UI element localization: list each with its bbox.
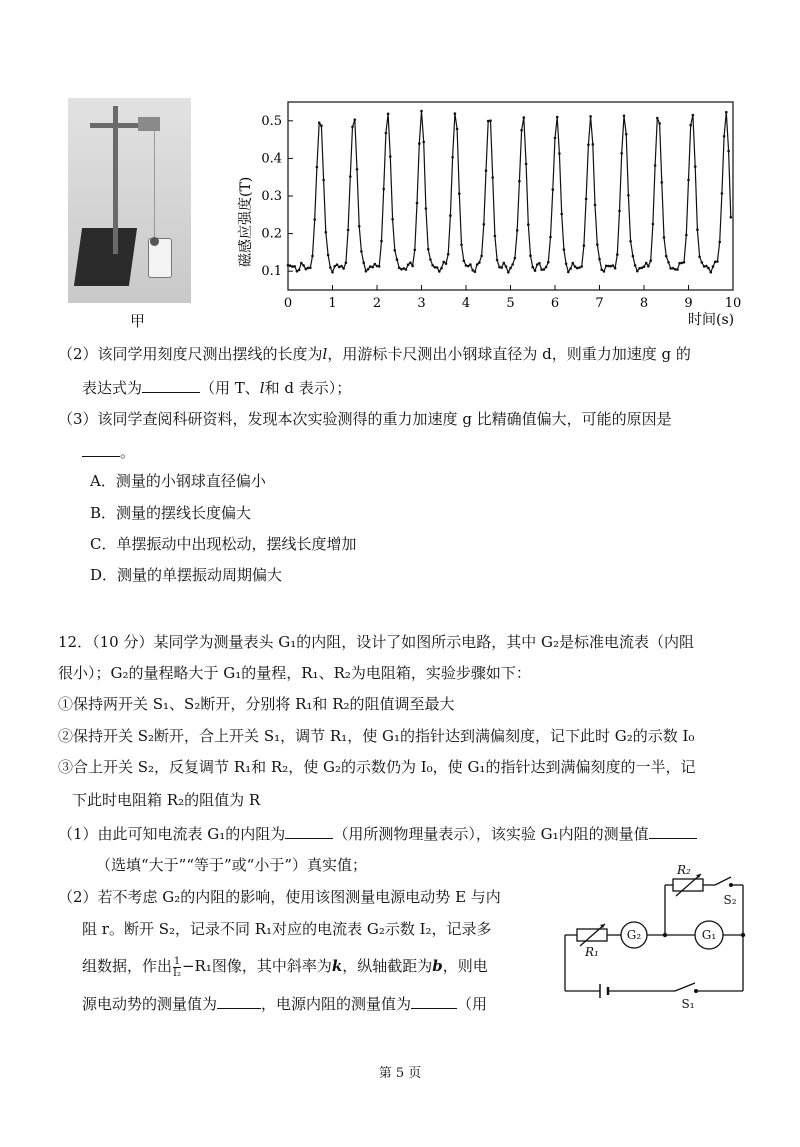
q12-p1-blank-2[interactable] [649,822,697,839]
y-tick-label: 0.3 [261,189,282,204]
data-point [596,243,599,246]
data-point [394,249,397,252]
q12-p2-text-b: −R₁图像，其中斜率为 [181,957,332,975]
data-point [612,264,615,267]
data-point [692,114,695,117]
x-tick-label: 7 [595,296,604,311]
data-point [345,261,348,264]
data-point [685,234,688,237]
data-point [689,124,692,127]
data-point [478,261,481,264]
page-footer: 第 5 页 [378,1066,422,1081]
data-point [460,244,463,247]
data-point [385,132,388,135]
stand-base [74,228,137,286]
data-point [287,264,290,267]
data-point [681,262,684,265]
data-point [449,214,452,217]
data-point [576,267,579,270]
pendulum-photo [68,98,191,303]
data-point [609,265,612,268]
data-point [598,258,601,261]
circuit-diagram [555,858,755,1008]
q2-answer-blank[interactable] [142,376,200,393]
data-point [605,265,608,268]
data-point [445,262,448,265]
data-point [730,216,733,219]
data-point [705,265,708,268]
data-point [572,262,575,265]
data-point [422,141,425,144]
data-point [451,156,454,159]
data-point [396,258,399,261]
data-point [447,253,450,256]
data-point [327,254,330,257]
data-point [362,261,365,264]
series-line [288,111,731,272]
r1-arrow [580,924,605,946]
data-point [714,261,717,264]
data-point [354,118,357,121]
stand-pole [113,106,118,254]
data-point [698,256,701,259]
data-point [389,155,392,158]
data-point [500,266,503,269]
x-tick-label: 9 [684,296,693,311]
q12-step3b: 下此时电阻箱 R₂的阻值为 R [72,791,261,809]
data-point [469,263,472,266]
r1-label: R₁ [585,945,599,959]
data-point [391,218,394,221]
data-point [725,111,728,114]
data-point [560,213,563,216]
data-point [505,265,508,268]
data-point [565,263,568,266]
data-point [333,265,336,268]
data-point [296,270,299,273]
data-point [694,165,697,168]
data-point [438,270,441,273]
q12-p1-text-b: （用所测物理量表示），该实验 G₁内阻的测量值 [333,825,649,843]
data-point [340,265,343,268]
q12-part2-line4 [82,992,487,1015]
data-point [647,265,650,268]
y-tick-label: 0.1 [261,264,282,280]
data-point [592,143,595,146]
data-point [531,266,534,269]
q12-p2-blank-2[interactable] [411,992,457,1009]
data-point [322,179,325,182]
s2-contact [729,883,733,887]
data-point [489,119,492,122]
s1-label: S₁ [681,997,695,1008]
q2-line1 [58,343,691,365]
junction-right [741,933,745,937]
data-point [291,265,294,268]
data-point [436,266,439,269]
q2-text-a: （2）该同学用刻度尺测出摆线的长度为 [58,345,323,363]
data-point [529,254,532,257]
fraction [173,956,181,979]
data-point [356,168,359,171]
data-point [527,223,530,226]
q12-step2: ②保持开关 S₂断开，合上开关 S₁，调节 R₁，使 G₁的指针达到满偏刻度，记下此时 G₂的示数 I₀ [58,727,695,745]
q12-p2-text-d: ，则电 [442,957,488,975]
q12-line2: 很小）；G₂的量程略大于 G₁的量程，R₁、R₂为电阻箱，实验步骤如下： [58,664,531,682]
data-point [672,267,675,270]
fraction-denominator: I₂ [173,967,181,979]
x-tick-label: 3 [417,296,426,311]
data-point [703,265,706,268]
r2-arrow [676,874,701,896]
data-point [374,263,377,266]
data-point [520,129,523,132]
slope-symbol: k [331,957,343,975]
data-point [442,261,445,264]
data-point [300,262,303,265]
data-point [638,267,641,270]
data-point [552,188,555,191]
data-point [376,265,379,268]
s1-switch [675,983,695,991]
data-point [678,262,681,265]
y-axis-label: 磁感应强度(T) [238,176,254,267]
data-point [534,269,537,272]
x-tick-label: 0 [283,296,293,311]
q3-option-a: A．测量的小钢球直径偏小 [90,472,266,490]
data-point [387,113,390,116]
q12-step1: ①保持两开关 S₁、S₂断开，分别将 R₁和 R₂的阻值调至最大 [58,695,455,713]
q12-step3a: ③合上开关 S₂，反复调节 R₁和 R₂，使 G₂的示数仍为 I₀，使 G₁的指针达到满偏刻度的一半，记 [58,758,696,776]
data-point [325,231,328,234]
q12-p2-text-c: ，纵轴截距为 [342,957,433,975]
x-tick-label: 10 [724,296,742,311]
data-point [454,112,457,115]
data-point [402,267,405,270]
q12-part2-line3 [82,955,488,979]
data-point [540,268,543,271]
data-point [365,270,368,273]
data-point [496,259,499,262]
data-point [329,266,332,269]
data-point [614,267,617,270]
pendulum-thread [154,131,155,241]
data-point [696,228,699,231]
data-point [627,194,630,197]
data-point [607,265,610,268]
data-point [600,268,603,271]
data-point [429,258,432,261]
data-point [723,135,726,138]
data-point [440,267,443,270]
data-point [536,263,539,266]
data-point [563,248,566,251]
data-point [367,268,370,271]
data-point [316,166,319,169]
q12-p2-blank-1[interactable] [217,992,261,1009]
data-point [427,248,430,251]
data-point [538,262,541,265]
data-point [509,267,512,270]
data-point [378,265,381,268]
data-point [518,180,521,183]
data-point [718,241,721,244]
data-point [382,188,385,191]
data-point [547,261,550,264]
intercept-symbol: b [432,957,443,975]
data-point [398,267,401,270]
x-axis-label: 时间(s) [688,312,735,328]
data-point [645,262,648,265]
x-tick-label: 5 [506,296,515,311]
data-point [629,240,632,243]
q3-option-d: D．测量的单摆振动周期偏大 [90,566,283,584]
data-point [463,260,466,263]
data-point [405,268,408,271]
data-point [336,263,339,266]
steel-ball [150,237,159,246]
q3-line2 [82,440,135,463]
q2-line2 [82,376,351,399]
data-point [371,266,374,269]
q3-option-c: C．单摆振动中出现松动，摆线长度增加 [90,535,357,553]
data-point [498,266,501,269]
data-point [331,271,334,274]
data-point [347,229,350,232]
stand-clamp [138,117,160,131]
q12-part2-line2: 阻 r。断开 S₂，记录不同 R₁对应的电流表 G₂示数 I₂，记录多 [82,920,492,938]
data-point [483,223,486,226]
data-point [525,163,528,166]
data-point [707,267,710,270]
data-point [485,169,488,172]
data-point [649,259,652,262]
q12-p2-text-a: 组数据，作出 [82,957,173,975]
q12-line1: 12．（10 分）某同学为测量表头 G₁的内阻，设计了如图所示电路，其中 G₂是标准电流表（内阻 [58,633,694,651]
data-point [298,269,301,272]
data-point [514,257,517,260]
data-point [669,267,672,270]
data-point [603,270,606,273]
data-point [623,115,626,118]
data-point [727,150,730,153]
data-point [289,264,292,267]
data-point [687,179,690,182]
g2-label: G₂ [626,928,642,942]
data-point [543,268,546,271]
data-point [616,253,619,256]
s1-contact [694,989,698,993]
q3-period: 。 [120,443,136,461]
data-point [456,128,459,131]
r2-label: R₂ [677,863,691,877]
q2-text-c: 表达式为 [82,379,143,397]
q2-text-d: （用 T、 [200,379,260,397]
q12-part2-line1: （2）若不考虑 G₂的内阻的影响，使用该图测量电源电动势 E 与内 [58,888,501,906]
data-point [416,202,419,205]
data-point [369,265,372,268]
data-point [511,263,514,266]
data-point [302,264,305,267]
data-point [587,144,590,147]
data-point [567,271,570,274]
q2-text-b: ，用游标卡尺测出小钢球直径为 d，则重力加速度 g 的 [327,345,691,363]
s2-label: S₂ [723,893,737,907]
data-point [414,249,417,252]
q12-p1-text-a: （1）由此可知电流表 G₁的内阻为 [58,825,286,843]
q3-answer-blank[interactable] [82,440,120,457]
fraction-numerator: 1 [173,955,181,967]
data-point [467,265,470,268]
data-point [516,229,519,232]
q2-l-symbol-2: l [259,379,265,397]
data-point [420,110,423,113]
data-point [503,262,506,265]
data-point [574,265,577,268]
data-point [293,265,296,268]
data-point [554,137,557,140]
data-point [313,218,316,221]
data-point [676,268,679,271]
y-tick-label: 0.4 [261,151,282,167]
data-point [625,133,628,136]
data-point [663,236,666,239]
junction-left [663,933,667,937]
data-point [634,264,637,267]
data-point [411,265,414,268]
data-point [305,268,308,271]
data-point [474,270,477,273]
data-point [545,266,548,269]
data-point [431,264,434,267]
y-tick-label: 0.2 [261,226,282,242]
data-point [507,271,510,274]
data-point [307,267,310,270]
q12-part1-line2: （选填“大于”“等于”或“小于”）真实值； [96,856,368,874]
data-point [683,261,686,264]
data-point [583,244,586,247]
data-point [407,263,410,266]
data-point [318,122,321,125]
data-point [636,270,639,273]
data-point [476,263,479,266]
data-point [654,164,657,167]
data-point [358,225,361,228]
data-point [667,261,670,264]
data-point [491,176,494,179]
data-point [643,265,646,268]
data-point [351,126,354,129]
data-point [311,255,314,258]
data-point [658,122,661,125]
data-point [434,266,437,269]
data-point [665,255,668,258]
q3-line1: （3）该同学查阅科研资料，发现本次实验测得的重力加速度 g 比精确值偏大，可能的原因是 [58,410,672,428]
data-point [309,267,312,270]
data-point [320,124,323,127]
q2-l-symbol: l [322,345,328,363]
data-point [425,207,428,210]
q12-part1-line1 [58,822,697,845]
data-point [710,271,713,274]
data-point [471,269,474,272]
y-tick-label: 0.5 [261,113,282,129]
data-point [580,265,583,268]
data-point [721,192,724,195]
data-point [618,210,621,213]
data-point [569,267,572,270]
x-tick-label: 2 [372,296,382,311]
figure-caption: 甲 [130,312,146,330]
q12-p2-text-g: （用 [457,995,488,1013]
data-point [712,265,715,268]
data-point [480,255,483,258]
data-point [342,267,345,270]
data-point [716,260,719,263]
x-tick-label: 8 [639,296,649,311]
data-point [349,175,352,178]
data-point [558,152,561,155]
data-point [641,267,644,270]
data-point [656,117,659,120]
q2-text-e: 和 d 表示）； [264,379,352,397]
x-tick-label: 1 [328,296,337,311]
data-point [465,264,468,267]
data-point [380,240,383,243]
data-point [487,120,490,123]
x-tick-label: 6 [550,296,560,311]
data-point [589,115,592,118]
data-point [585,198,588,201]
data-point [652,223,655,226]
g1-label: G₁ [701,928,717,942]
data-point [674,268,677,271]
data-point [523,116,526,119]
magnetic-field-chart [228,92,748,332]
q12-p1-blank-1[interactable] [285,822,333,839]
data-point [661,181,664,184]
data-point [549,236,552,239]
data-point [620,152,623,155]
data-point [418,142,421,145]
data-point [632,255,635,258]
s2-switch [715,877,731,885]
data-point [594,204,597,207]
q3-option-b: B．测量的摆线长度偏大 [90,504,252,522]
data-point [409,261,412,264]
q12-p2-text-f: ，电源内阻的测量值为 [261,995,412,1013]
data-point [494,235,497,238]
data-point [458,192,461,195]
data-point [578,266,581,269]
q12-p2-text-e: 源电动势的测量值为 [82,995,218,1013]
data-point [701,261,704,264]
x-tick-label: 4 [461,296,471,311]
data-point [360,250,363,253]
data-point [556,116,559,119]
